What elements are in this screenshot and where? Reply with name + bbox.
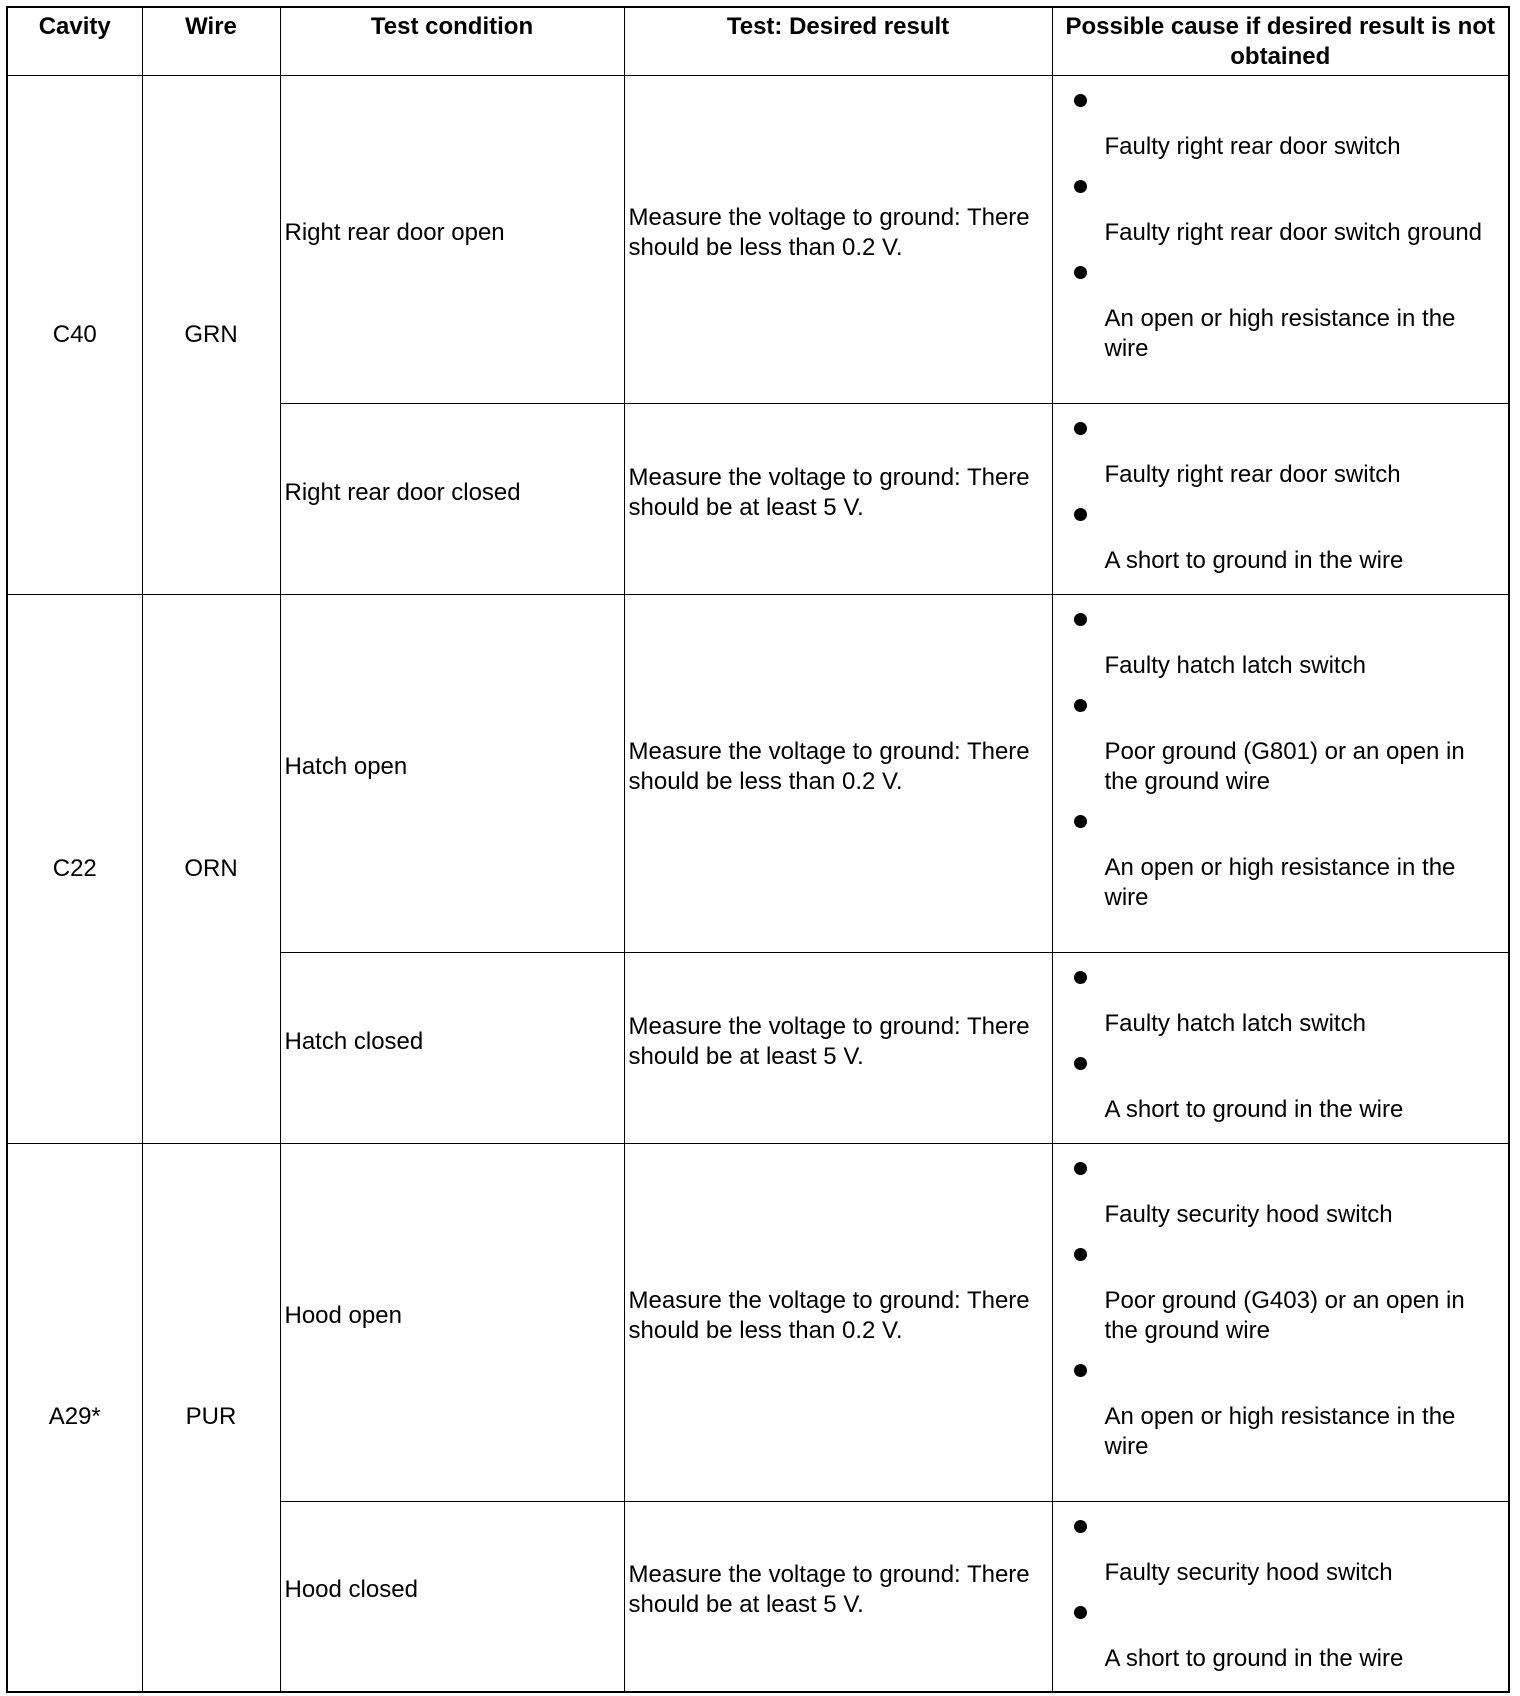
wire-cell: PUR [142,1143,280,1692]
header-wire: Wire [142,7,280,75]
test-condition-cell: Hatch closed [280,952,624,1143]
desired-result-cell: Measure the voltage to ground: There should be at least 5 V. [624,1501,1052,1692]
header-test-condition: Test condition [280,7,624,75]
desired-result-cell: Measure the voltage to ground: There should be at least 5 V. [624,403,1052,594]
bullet-icon [1074,1520,1087,1533]
bullet-icon [1074,422,1087,435]
cause-item: Poor ground (G801) or an open in the ground wire [1053,691,1509,797]
cause-item: Faulty right rear door switch [1053,414,1509,490]
test-condition-cell: Right rear door open [280,75,624,403]
header-row [7,7,1509,75]
table-row [7,75,1509,403]
cause-item: Faulty right rear door switch [1053,86,1509,162]
bullet-icon [1074,971,1087,984]
cause-item: An open or high resistance in the wire [1053,1356,1509,1462]
desired-result-cell: Measure the voltage to ground: There should be less than 0.2 V. [624,75,1052,403]
bullet-icon [1074,613,1087,626]
bullet-icon [1074,508,1087,521]
cause-item: A short to ground in the wire [1053,1598,1509,1674]
bullet-icon [1074,1606,1087,1619]
cause-item: An open or high resistance in the wire [1053,258,1509,364]
table-row [7,1143,1509,1501]
pinout-test-table [6,6,1510,1693]
cause-item: An open or high resistance in the wire [1053,807,1509,913]
cause-item: Faulty hatch latch switch [1053,605,1509,681]
bullet-icon [1074,94,1087,107]
bullet-icon [1074,1364,1087,1377]
cavity-cell: C40 [7,75,142,594]
desired-result-cell: Measure the voltage to ground: There should be less than 0.2 V. [624,1143,1052,1501]
cause-item: A short to ground in the wire [1053,500,1509,576]
table-row [7,594,1509,952]
wire-cell: ORN [142,594,280,1143]
cause-item: Faulty right rear door switch ground [1053,172,1509,248]
cavity-cell: A29* [7,1143,142,1692]
test-condition-cell: Hood closed [280,1501,624,1692]
possible-cause-cell [1052,403,1509,594]
possible-cause-cell [1052,1501,1509,1692]
possible-cause-cell [1052,594,1509,952]
possible-cause-cell [1052,75,1509,403]
test-condition-cell: Right rear door closed [280,403,624,594]
test-condition-cell: Hatch open [280,594,624,952]
cause-item: Poor ground (G403) or an open in the ground wire [1053,1240,1509,1346]
cause-item: Faulty hatch latch switch [1053,963,1509,1039]
header-desired-result: Test: Desired result [624,7,1052,75]
bullet-icon [1074,180,1087,193]
desired-result-cell: Measure the voltage to ground: There should be at least 5 V. [624,952,1052,1143]
possible-cause-cell [1052,952,1509,1143]
bullet-icon [1074,699,1087,712]
bullet-icon [1074,1057,1087,1070]
cause-item: A short to ground in the wire [1053,1049,1509,1125]
cause-item: Faulty security hood switch [1053,1512,1509,1588]
header-possible-cause: Possible cause if desired result is not obtained [1052,7,1509,75]
cavity-cell: C22 [7,594,142,1143]
bullet-icon [1074,266,1087,279]
bullet-icon [1074,1162,1087,1175]
cause-item: Faulty security hood switch [1053,1154,1509,1230]
test-condition-cell: Hood open [280,1143,624,1501]
possible-cause-cell [1052,1143,1509,1501]
wire-cell: GRN [142,75,280,594]
header-cavity: Cavity [7,7,142,75]
bullet-icon [1074,1248,1087,1261]
bullet-icon [1074,815,1087,828]
desired-result-cell: Measure the voltage to ground: There should be less than 0.2 V. [624,594,1052,952]
